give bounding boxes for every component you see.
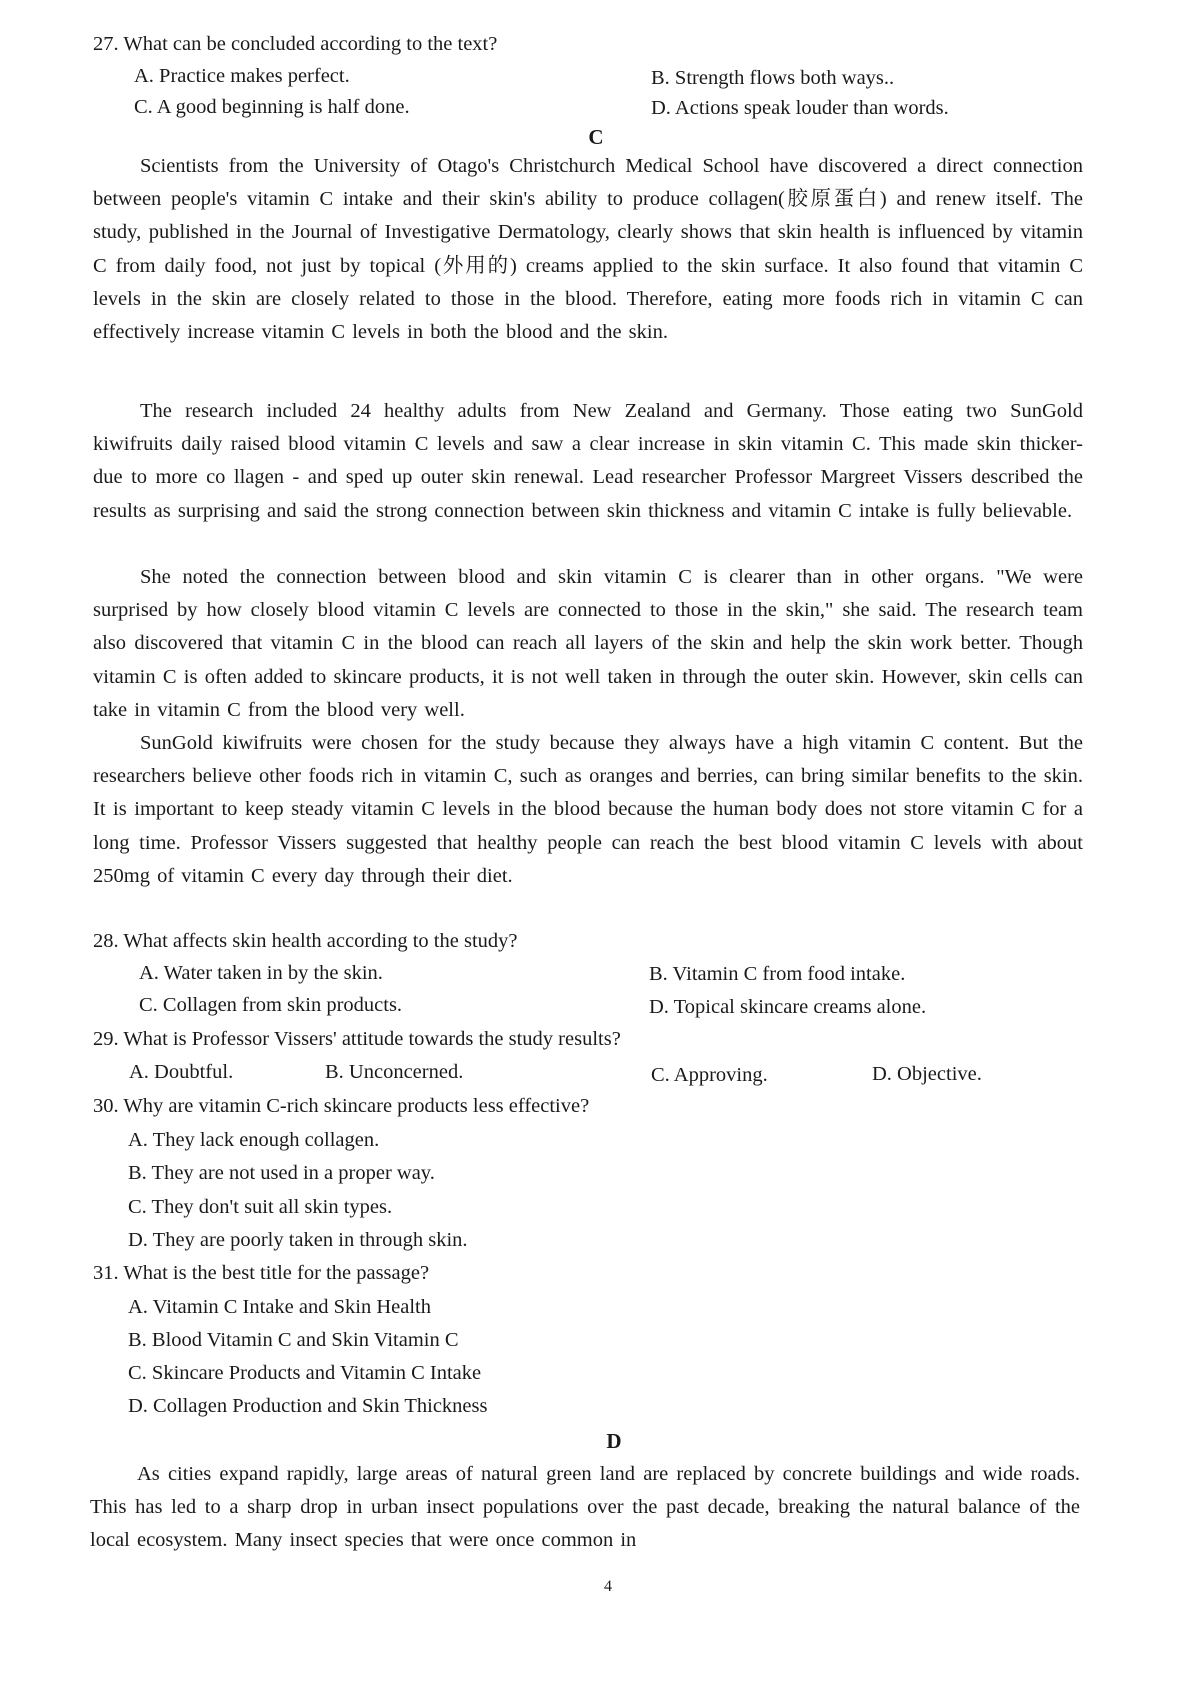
q31-option-a: A. Vitamin C Intake and Skin Health (128, 1296, 431, 1318)
section-c-paragraph-4: SunGold kiwifruits were chosen for the study because they always have a high vitamin C content. But the researchers believe other foods rich in vitamin C, such as oranges and berries, can bring similar benefits to the skin. It is important to keep steady vitamin C levels in the blood because the human body does not store vitamin C for a long time. Professor Vissers suggested that healthy people can reach the best blood vitamin C levels with about 250mg of vitamin C every day through their diet. (93, 732, 1083, 887)
q30-option-c: C. They don't suit all skin types. (128, 1196, 393, 1218)
q31-question: 31. What is the best title for the passage? (93, 1262, 430, 1284)
section-c-paragraph-3: She noted the connection between blood and skin vitamin C is clearer than in other organs. "We were surprised by how closely blood vitamin C levels are connected to those in the skin," she said. The research team also discovered that vitamin C in the blood can reach all layers of the skin and help the skin work better. Though vitamin C is often added to skincare products, it is not well taken in through the outer skin. However, skin cells can take in vitamin C from the blood very well. (93, 566, 1083, 721)
q28-option-a: A. Water taken in by the skin. (139, 962, 383, 984)
section-d-paragraph: As cities expand rapidly, large areas of natural green land are replaced by concrete buildings and wide roads. This has led to a sharp drop in urban insect populations over the past decade, breaking the natural balance of the local ecosystem. Many insect species that were once common in (90, 1463, 1080, 1552)
q31-option-d: D. Collagen Production and Skin Thickness (128, 1395, 488, 1417)
q30-option-b: B. They are not used in a proper way. (128, 1162, 435, 1184)
q29-option-d: D. Objective. (872, 1063, 982, 1085)
q27-option-b: B. Strength flows both ways.. (651, 67, 895, 89)
q29-question: 29. What is Professor Vissers' attitude towards the study results? (93, 1028, 621, 1050)
q29-option-b: B. Unconcerned. (325, 1061, 464, 1083)
section-c-paragraph-1: Scientists from the University of Otago's Christchurch Medical School have discovered a direct connection between people's vitamin C intake and their skin's ability to produce collagen(胶原蛋白) and renew itself. The study, published in the Journal of Investigative Dermatology, clearly shows that skin health is influenced by vitamin C from daily food, not just by topical (外用的) creams applied to the skin surface. It also found that vitamin C levels in the skin are closely related to those in the blood. Therefore, eating more foods rich in vitamin C can effectively increase vitamin C levels in both the blood and the skin. (93, 155, 1083, 344)
section-d-heading: D (606, 1429, 622, 1453)
q27-option-c: C. A good beginning is half done. (134, 96, 410, 118)
q29-option-c: C. Approving. (651, 1064, 768, 1086)
section-c-paragraph-2: The research included 24 healthy adults from New Zealand and Germany. Those eating two SunGold kiwifruits daily raised blood vitamin C levels and saw a clear increase in skin vitamin C. This made skin thicker- due to more co llagen - and sped up outer skin renewal. Lead researcher Professor Margreet Vissers described the results as surprising and said the strong connection between skin thickness and vitamin C intake is fully believable. (93, 400, 1083, 522)
q29-option-a: A. Doubtful. (129, 1061, 234, 1083)
q28-option-c: C. Collagen from skin products. (139, 994, 403, 1016)
q30-option-d: D. They are poorly taken in through skin. (128, 1229, 468, 1251)
q28-option-b: B. Vitamin C from food intake. (649, 963, 906, 985)
q28-question: 28. What affects skin health according to the study? (93, 930, 518, 952)
q30-option-a: A. They lack enough collagen. (128, 1129, 380, 1151)
q27-option-a: A. Practice makes perfect. (134, 65, 350, 87)
page-number: 4 (604, 1578, 612, 1595)
q28-option-d: D. Topical skincare creams alone. (649, 996, 927, 1018)
q27-question: 27. What can be concluded according to the text? (93, 33, 498, 55)
q31-option-c: C. Skincare Products and Vitamin C Intake (128, 1362, 482, 1384)
q27-option-d: D. Actions speak louder than words. (651, 97, 949, 119)
q31-option-b: B. Blood Vitamin C and Skin Vitamin C (128, 1329, 459, 1351)
q30-question: 30. Why are vitamin C-rich skincare products less effective? (93, 1095, 590, 1117)
section-c-heading: C (588, 125, 604, 149)
